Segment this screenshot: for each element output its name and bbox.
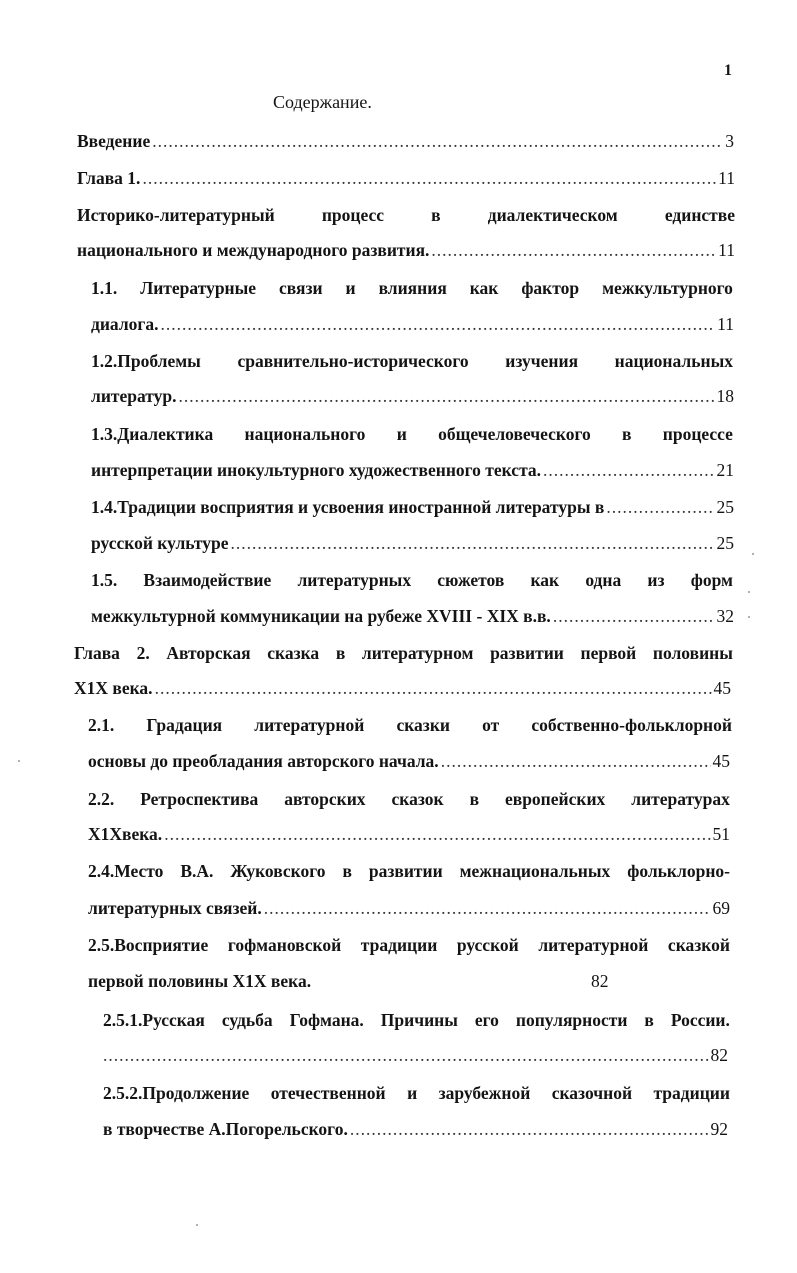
- word: Гофмана.: [289, 1010, 364, 1030]
- word: и: [345, 278, 356, 298]
- toc-entry-2-5-1-line2[interactable]: [103, 1043, 728, 1067]
- word: процесс: [321, 205, 385, 225]
- word: 2.5.2.Продолжение: [103, 1083, 250, 1103]
- dot-leader: [103, 1043, 709, 1067]
- word: в: [342, 861, 352, 881]
- toc-entry-intro[interactable]: [77, 129, 734, 153]
- toc-entry-2-5-line2[interactable]: [88, 969, 730, 993]
- toc-entry-text: 1.4.Традиции восприятия и усвоения иностранной литературы в: [91, 497, 605, 517]
- toc-page-number: 32: [716, 606, 734, 626]
- word: 1.5.: [91, 570, 118, 590]
- word: Жуковского: [230, 861, 326, 881]
- word: его: [474, 1010, 499, 1030]
- word: как: [530, 570, 560, 590]
- word: процессе: [662, 424, 733, 444]
- word: Ретроспектива: [140, 789, 259, 809]
- word: и: [407, 1083, 418, 1103]
- word: отечественной: [270, 1083, 386, 1103]
- toc-page-number: 92: [710, 1119, 728, 1139]
- word: Взаимодействие: [143, 570, 272, 590]
- scan-speck: [748, 591, 750, 593]
- scan-speck: [752, 553, 754, 555]
- word: Авторская: [166, 643, 251, 663]
- toc-entry-text: основы до преобладания авторского начала.: [88, 751, 439, 771]
- scan-speck: [196, 1224, 198, 1226]
- toc-entry-text: Глава 1.: [77, 168, 141, 188]
- toc-entry-1-2-line1[interactable]: [91, 349, 733, 373]
- word: сказок: [391, 789, 444, 809]
- toc-entry-text: русской культуре: [91, 533, 229, 553]
- toc-entry-chapter-2-line1[interactable]: [74, 641, 733, 665]
- toc-entry-2-5-1-line1[interactable]: [103, 1008, 730, 1032]
- toc-page-number: 25: [716, 533, 734, 553]
- word: межнациональных: [459, 861, 611, 881]
- toc-entry-2-5-2-line2[interactable]: [103, 1117, 728, 1141]
- toc-page-number: 45: [713, 678, 731, 698]
- word: национального: [244, 424, 366, 444]
- word: форм: [690, 570, 733, 590]
- word: развитии: [490, 643, 564, 663]
- word: 1.2.Проблемы: [91, 351, 201, 371]
- page-title: Содержание.: [273, 92, 372, 112]
- toc-entry-text: литератур.: [91, 386, 177, 406]
- toc-entry-text: Х1Хвека.: [88, 824, 163, 844]
- toc-page-number: 69: [712, 898, 730, 918]
- word: межкультурного: [602, 278, 733, 298]
- word: сказкой: [667, 935, 730, 955]
- toc-entry-1-3-line1[interactable]: [91, 422, 733, 446]
- dot-leader: [155, 676, 712, 700]
- word: 2.1.: [88, 715, 115, 735]
- word: половины: [652, 643, 733, 663]
- word: из: [647, 570, 665, 590]
- word: единстве: [664, 205, 735, 225]
- toc-page-number: 3: [725, 131, 734, 151]
- toc-page-number: 21: [716, 460, 734, 480]
- toc-page-number: 11: [718, 240, 735, 260]
- toc-entry-1-5-line1[interactable]: [91, 568, 733, 592]
- toc-page-number: 82: [710, 1045, 728, 1065]
- toc-entry-text: Х1Х века.: [74, 678, 153, 698]
- word: национальных: [614, 351, 733, 371]
- toc-entry-1-4-line1[interactable]: [91, 495, 734, 519]
- toc-entry-1-4-line2[interactable]: [91, 531, 734, 555]
- word: В.А.: [180, 861, 214, 881]
- scan-speck: [748, 616, 750, 618]
- dot-leader: [350, 1117, 709, 1141]
- toc-entry-2-2-line1[interactable]: [88, 787, 730, 811]
- toc-entry-1-3-line2[interactable]: [91, 458, 734, 482]
- toc-page-number: 51: [712, 824, 730, 844]
- dot-leader: [179, 384, 715, 408]
- word: Историко-литературный: [77, 205, 275, 225]
- word: литературной: [254, 715, 365, 735]
- word: Глава: [74, 643, 120, 663]
- word: русской: [456, 935, 519, 955]
- dot-leader: [543, 458, 714, 482]
- dot-leader: [553, 604, 715, 628]
- word: судьба: [221, 1010, 273, 1030]
- toc-entry-2-1-line2[interactable]: [88, 749, 730, 773]
- word: связи: [279, 278, 323, 298]
- word: сказки: [396, 715, 450, 735]
- word: диалектическом: [487, 205, 618, 225]
- word: сказка: [267, 643, 320, 663]
- word: собственно-фольклорной: [531, 715, 732, 735]
- word: традиции: [653, 1083, 730, 1103]
- word: в: [622, 424, 632, 444]
- word: зарубежной: [438, 1083, 531, 1103]
- toc-entry-text: интерпретации инокультурного художественного текста.: [91, 460, 542, 480]
- toc-entry-chapter-2-line2[interactable]: [74, 676, 731, 700]
- toc-entry-text: Введение: [77, 131, 151, 151]
- toc-entry-text: национального и международного развития.: [77, 240, 430, 260]
- word: 2.4.Место: [88, 861, 164, 881]
- page-number: 1: [724, 62, 732, 79]
- dot-leader: [160, 312, 715, 336]
- word: Градация: [146, 715, 223, 735]
- word: литературах: [631, 789, 730, 809]
- word: литературном: [361, 643, 474, 663]
- toc-entry-text: в творчестве А.Погорельского.: [103, 1119, 348, 1139]
- dot-leader: [441, 749, 711, 773]
- toc-entry-text: литературных связей.: [88, 898, 262, 918]
- toc-page-number: 45: [712, 751, 730, 771]
- toc-entry-text: первой половины Х1Х века.: [88, 971, 312, 991]
- word: развитии: [368, 861, 443, 881]
- toc-entry-2-2-line2[interactable]: [88, 822, 730, 846]
- toc-entry-chapter-1[interactable]: [77, 166, 735, 190]
- dot-leader: [230, 531, 714, 555]
- dot-leader: [142, 166, 716, 190]
- toc-page-number: 82: [591, 971, 609, 991]
- toc-entry-2-4-line1[interactable]: [88, 859, 730, 883]
- dot-leader: [431, 238, 716, 262]
- word: одна: [585, 570, 622, 590]
- toc-entry-text: диалога.: [91, 314, 159, 334]
- dot-leader: [606, 495, 714, 519]
- word: литературных: [297, 570, 412, 590]
- word: сравнительно-исторического: [237, 351, 469, 371]
- toc-page-number: 25: [716, 497, 734, 517]
- word: как: [469, 278, 499, 298]
- word: России.: [670, 1010, 730, 1030]
- word: 2.: [136, 643, 150, 663]
- word: 2.5.Восприятие: [88, 935, 209, 955]
- word: изучения: [505, 351, 579, 371]
- toc-page-number: 11: [717, 314, 734, 334]
- scan-speck: [18, 760, 20, 762]
- word: 2.5.1.Русская: [103, 1010, 205, 1030]
- word: европейских: [504, 789, 606, 809]
- toc-entry-1-1-line2[interactable]: [91, 312, 734, 336]
- word: 1.1.: [91, 278, 118, 298]
- toc-entry-2-5-line1[interactable]: [88, 933, 730, 957]
- toc-entry-2-4-line2[interactable]: [88, 896, 730, 920]
- toc-page-number: 11: [718, 168, 735, 188]
- dot-leader: [164, 822, 710, 846]
- word: Литературные: [140, 278, 257, 298]
- toc-entry-text: межкультурной коммуникации на рубеже XVIII - XIX в.в.: [91, 606, 551, 626]
- toc-entry-chapter-1-title-line2[interactable]: [77, 238, 735, 262]
- word: сказочной: [551, 1083, 633, 1103]
- word: авторских: [284, 789, 366, 809]
- word: первой: [580, 643, 637, 663]
- word: в: [469, 789, 480, 809]
- word: влияния: [378, 278, 447, 298]
- toc-entry-2-5-2-line1[interactable]: [103, 1081, 730, 1105]
- toc-entry-1-5-line2[interactable]: [91, 604, 734, 628]
- word: фактор: [521, 278, 580, 298]
- word: в: [335, 643, 346, 663]
- word: традиции: [360, 935, 438, 955]
- word: от: [482, 715, 500, 735]
- word: сюжетов: [437, 570, 505, 590]
- toc-entry-chapter-1-title-line1[interactable]: [77, 203, 735, 227]
- word: Причины: [380, 1010, 458, 1030]
- dot-leader: [152, 129, 723, 153]
- word: фольклорно-: [627, 861, 730, 881]
- toc-entry-2-1-line1[interactable]: [88, 713, 732, 737]
- word: 1.3.Диалектика: [91, 424, 214, 444]
- word: 2.2.: [88, 789, 115, 809]
- word: и: [396, 424, 407, 444]
- toc-page-number: 18: [716, 386, 734, 406]
- word: в: [644, 1010, 654, 1030]
- dot-leader: [264, 896, 711, 920]
- word: в: [431, 205, 441, 225]
- word: популярности: [515, 1010, 628, 1030]
- word: гофмановской: [227, 935, 342, 955]
- toc-entry-1-1-line1[interactable]: [91, 276, 733, 300]
- toc-entry-1-2-line2[interactable]: [91, 384, 734, 408]
- word: общечеловеческого: [438, 424, 591, 444]
- word: литературной: [538, 935, 649, 955]
